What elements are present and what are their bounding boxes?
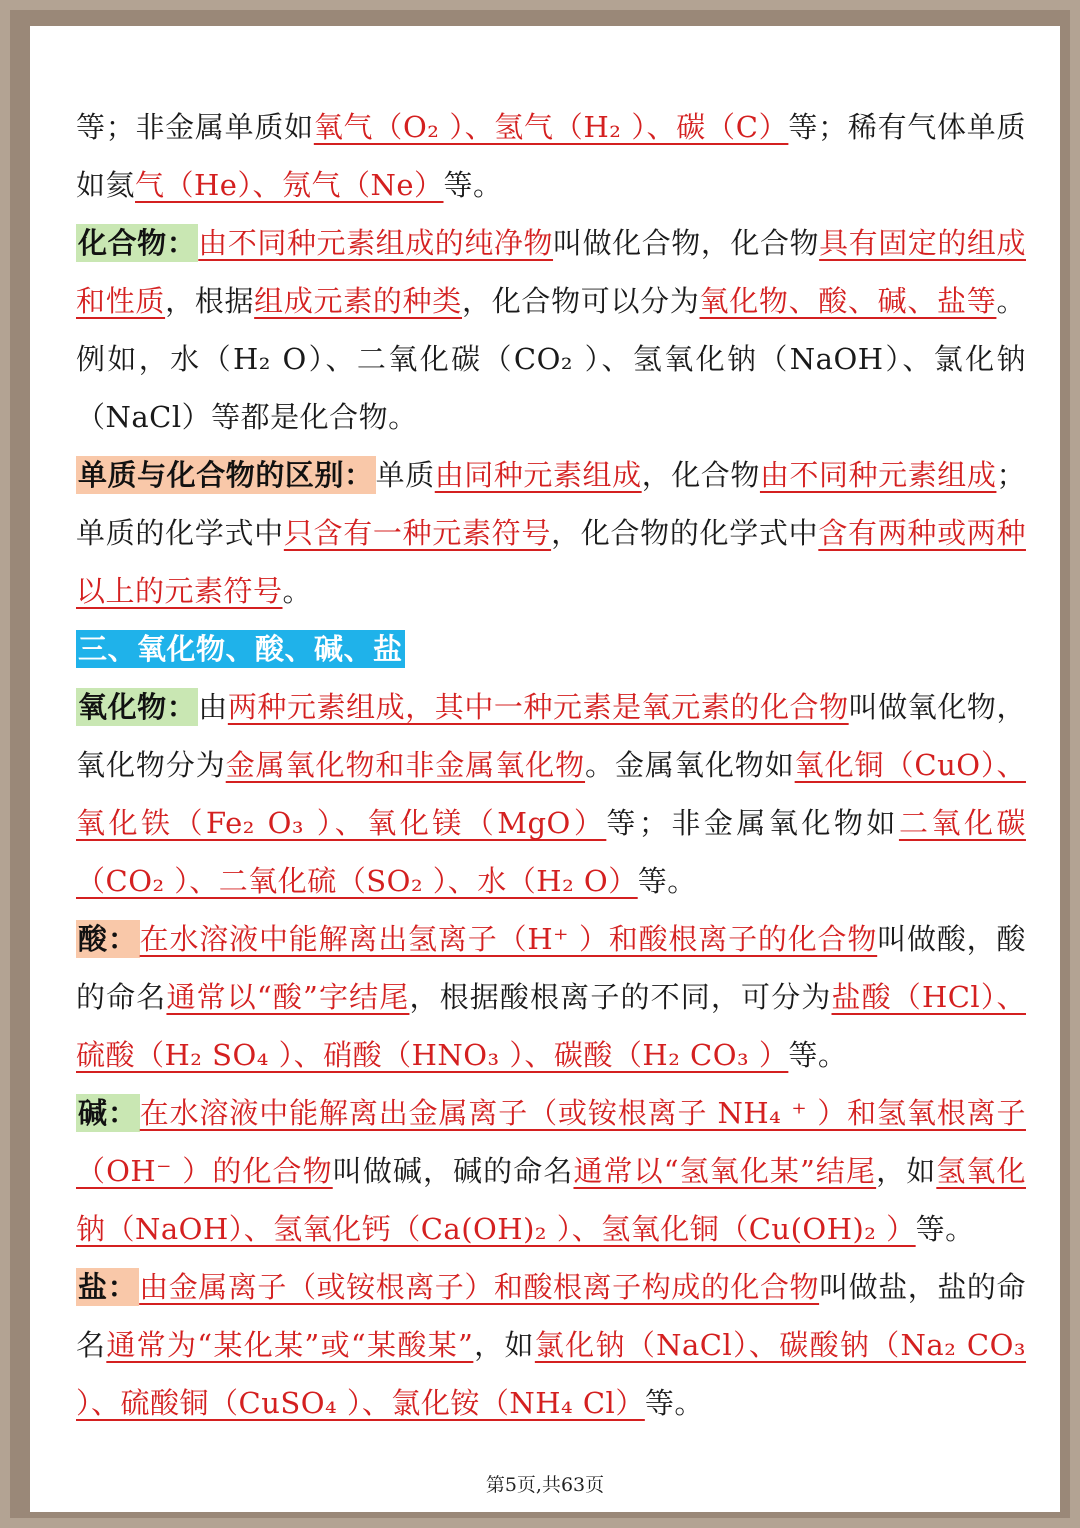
text: ，化合物 bbox=[641, 458, 760, 492]
term-label-acid: 酸： bbox=[78, 922, 138, 956]
text: 叫做盐，盐的命名 bbox=[76, 1270, 1026, 1362]
text: 叫做氧化物，氧化物分为 bbox=[76, 690, 1026, 782]
paragraph-acid bbox=[76, 910, 1026, 1084]
key-point: 氧气（O₂ ）、氢气（H₂ ）、碳（C） bbox=[313, 110, 789, 144]
term-label-oxide: 氧化物： bbox=[78, 690, 197, 724]
document-page bbox=[30, 26, 1060, 1512]
key-point: 由金属离子（或铵根离子）和酸根离子构成的化合物 bbox=[139, 1270, 820, 1304]
key-point: 含有两种或两种以上的元素符号 bbox=[76, 516, 1026, 608]
key-point: 氯化钠（NaCl）、碳酸钠（Na₂ CO₃ ）、硫酸铜（CuSO₄ ）、氯化铵（NH₄ Cl） bbox=[76, 1328, 1026, 1420]
text: 等；非金属氧化物如 bbox=[606, 806, 899, 840]
text: 等。 bbox=[637, 864, 697, 898]
text: ；单质的化学式中 bbox=[76, 458, 1026, 550]
key-point: 通常以“酸”字结尾 bbox=[166, 980, 410, 1014]
text: ，如 bbox=[473, 1328, 535, 1362]
term-label-difference: 单质与化合物的区别： bbox=[78, 458, 374, 492]
paragraph-salt bbox=[76, 1258, 1026, 1432]
section-title: 三、氧化物、酸、碱、盐 bbox=[78, 632, 403, 666]
key-point: 组成元素的种类 bbox=[254, 284, 462, 318]
key-point: 由同种元素组成 bbox=[434, 458, 642, 492]
text: ，化合物的化学式中 bbox=[551, 516, 819, 550]
text: 。金属氧化物如 bbox=[585, 748, 795, 782]
text: 等；非金属单质如 bbox=[76, 110, 314, 144]
text: 叫做化合物，化合物 bbox=[553, 226, 820, 260]
text: ，如 bbox=[876, 1154, 937, 1188]
key-point: 由不同种元素组成的纯净物 bbox=[198, 226, 554, 260]
page-border bbox=[10, 10, 1070, 1518]
key-point: 二氧化碳（CO₂ ）、二氧化硫（SO₂ ）、水（H₂ O） bbox=[76, 806, 1026, 898]
key-point: 通常以“氢氧化某”结尾 bbox=[573, 1154, 877, 1188]
text: 等。 bbox=[788, 1038, 848, 1072]
term-label-compound: 化合物： bbox=[78, 226, 197, 260]
text: 叫做碱，碱的命名 bbox=[332, 1154, 574, 1188]
document-content bbox=[76, 98, 1026, 1432]
paragraph-compound bbox=[76, 214, 1026, 446]
term-label-base: 碱： bbox=[78, 1096, 138, 1130]
text: ，根据 bbox=[165, 284, 255, 318]
key-point: 通常为“某化某”或“某酸某” bbox=[106, 1328, 474, 1362]
paragraph-difference bbox=[76, 446, 1026, 620]
key-point: 由不同种元素组成 bbox=[759, 458, 997, 492]
term-label-salt: 盐： bbox=[78, 1270, 138, 1304]
key-point: 在水溶液中能解离出氢离子（H⁺ ）和酸根离子的化合物 bbox=[139, 922, 878, 956]
text: 等。 bbox=[915, 1212, 975, 1246]
key-point: 在水溶液中能解离出金属离子（或铵根离子 NH₄ ⁺ ）和氢氧根离子（OH⁻ ）的化合物 bbox=[76, 1096, 1026, 1188]
paragraph-oxide bbox=[76, 678, 1026, 910]
page-number: 第5页,共63页 bbox=[485, 1474, 605, 1496]
text: 叫做酸，酸的命名 bbox=[76, 922, 1026, 1014]
text: 等。 bbox=[644, 1386, 704, 1420]
text: 。 bbox=[282, 574, 313, 608]
key-point: 氧化铜（CuO）、氧化铁（Fe₂ O₃ ）、氧化镁（MgO） bbox=[76, 748, 1026, 840]
key-point: 盐酸（HCl）、硫酸（H₂ SO₄ ）、硝酸（HNO₃ ）、碳酸（H₂ CO₃ ） bbox=[76, 980, 1026, 1072]
paragraph-nonmetal-elements bbox=[76, 98, 1026, 214]
key-point: 气（He）、氖气（Ne） bbox=[135, 168, 444, 202]
text: 等。 bbox=[443, 168, 503, 202]
text: 。例如，水（H₂ O）、二氧化碳（CO₂ ）、氢氧化钠（NaOH）、氯化钠（NaCl）等都是化合物。 bbox=[76, 284, 1026, 434]
key-point: 氧化物、酸、碱、盐等 bbox=[699, 284, 997, 318]
text: 等；稀有气体单质如氦 bbox=[76, 110, 1026, 202]
key-point: 金属氧化物和非金属氧化物 bbox=[225, 748, 586, 782]
text: ，根据酸根离子的不同，可分为 bbox=[409, 980, 832, 1014]
key-point: 具有固定的组成和性质 bbox=[76, 226, 1026, 318]
key-point: 氢氧化钠（NaOH）、氢氧化钙（Ca(OH)₂ ）、氢氧化铜（Cu(OH)₂ ） bbox=[76, 1154, 1026, 1246]
text: ，化合物可以分为 bbox=[462, 284, 700, 318]
text: 由 bbox=[198, 690, 228, 724]
text: 单质 bbox=[375, 458, 435, 492]
key-point: 两种元素组成，其中一种元素是氧元素的化合物 bbox=[227, 690, 849, 724]
section-heading bbox=[76, 620, 1026, 678]
key-point: 只含有一种元素符号 bbox=[283, 516, 552, 550]
paragraph-base bbox=[76, 1084, 1026, 1258]
